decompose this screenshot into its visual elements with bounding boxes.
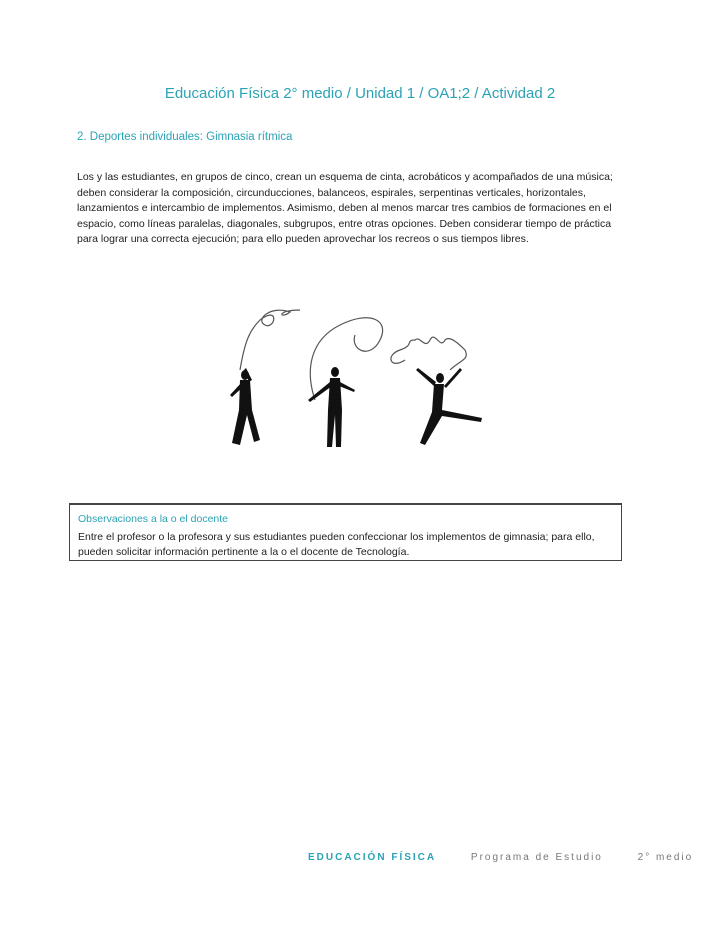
- footer-subject: EDUCACIÓN FÍSICA: [308, 852, 437, 863]
- page-footer: [308, 852, 693, 863]
- footer-program: Programa de Estudio: [470, 852, 603, 863]
- page-title: Educación Física 2° medio / Unidad 1 / OA1;2 / Actividad 2: [164, 85, 556, 102]
- footer-grade: 2° medio: [637, 852, 694, 863]
- observations-title: Observaciones a la o el docente: [78, 513, 229, 525]
- rhythmic-gymnasts-illustration: [220, 300, 490, 450]
- activity-description: Los y las estudiantes, en grupos de cinco, crean un esquema de cinta, acrobáticos y acompañados de una música; deben considerar la composición, circunducciones, balanceos, espirales, serpentinas verticales, horizontales, lanzamientos e intercambio de implementos. Asimismo, deben al menos marcar tres cambios de formaciones en el espacio, como líneas paralelas, diagonales, subgrupos, entre otras opciones. Deben considerar tiempo de práctica para lograr una correcta ejecución; para ello pueden aprovechar los recreos o sus tiempos libres.: [77, 171, 613, 245]
- observations-text: Entre el profesor o la profesora y sus estudiantes pueden confeccionar los implementos de gimnasia; para ello, pueden solicitar información pertinente a la o el docente de Tecnología.: [78, 531, 595, 558]
- section-heading: 2. Deportes individuales: Gimnasia rítmica: [77, 131, 293, 143]
- teacher-observations-box: [69, 503, 622, 561]
